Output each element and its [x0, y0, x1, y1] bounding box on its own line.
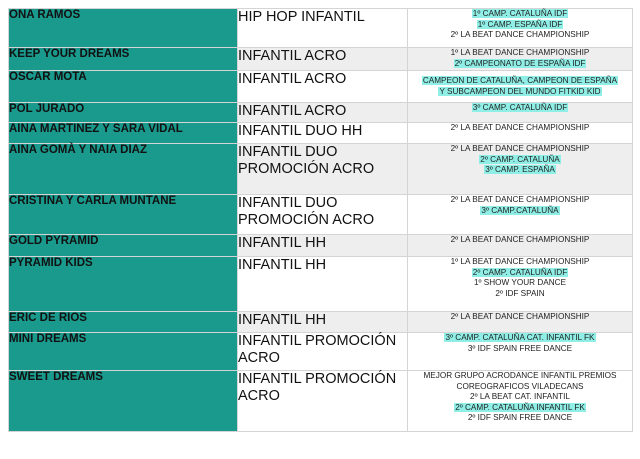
- results-table-container: [8, 8, 632, 432]
- awards-cell: [408, 195, 633, 235]
- table-row: [9, 195, 633, 235]
- category-cell: INFANTIL ACRO: [238, 103, 408, 123]
- award-line: [408, 123, 632, 134]
- category-cell: INFANTIL PROMOCIÓN ACRO: [238, 333, 408, 371]
- highlighted-award-line: [408, 268, 632, 279]
- results-table-body: [9, 9, 633, 432]
- award-text: 1º CAMP. ESPAÑA IDF: [477, 19, 563, 29]
- awards-cell: [408, 371, 633, 432]
- award-text: 1º CAMP. CATALUÑA IDF: [472, 9, 568, 18]
- table-row: [9, 123, 633, 144]
- highlighted-award-line: [408, 20, 632, 31]
- award-text: 2º LA BEAT DANCE CHAMPIONSHIP: [450, 144, 590, 153]
- highlighted-award-line: [408, 59, 632, 70]
- award-text: 2º LA BEAT DANCE CHAMPIONSHIP: [450, 235, 590, 244]
- highlighted-award-line: [408, 333, 632, 344]
- award-text: 3º CAMP.CATALUÑA: [481, 205, 559, 215]
- dancer-name-cell: AINA MARTINEZ Y SARA VIDAL: [9, 123, 238, 144]
- dancer-name-cell: GOLD PYRAMID: [9, 235, 238, 257]
- awards-cell: [408, 123, 633, 144]
- award-text: MEJOR GRUPO ACRODANCE INFANTIL PREMIOS: [423, 371, 617, 380]
- highlighted-award-line: [408, 155, 632, 166]
- award-line: [408, 392, 632, 403]
- award-text: 2º CAMP. CATALUÑA IDF: [472, 267, 568, 277]
- dancer-name-cell: ERIC DE RIOS: [9, 312, 238, 333]
- category-cell: INFANTIL HH: [238, 312, 408, 333]
- table-row: [9, 144, 633, 195]
- table-row: [9, 312, 633, 333]
- award-text: 2º LA BEAT DANCE CHAMPIONSHIP: [450, 312, 590, 321]
- awards-cell: [408, 9, 633, 48]
- awards-cell: [408, 312, 633, 333]
- dancer-name-cell: ONA RAMOS: [9, 9, 238, 48]
- award-line: [408, 235, 632, 246]
- table-row: [9, 235, 633, 257]
- dancer-name-cell: POL JURADO: [9, 103, 238, 123]
- highlighted-award-line: [408, 87, 632, 98]
- award-text: 2º LA BEAT DANCE CHAMPIONSHIP: [450, 195, 590, 204]
- award-text: 2º CAMPEONATO DE ESPAÑA IDF: [454, 58, 586, 68]
- awards-cell: [408, 144, 633, 195]
- dancer-name-cell: SWEET DREAMS: [9, 371, 238, 432]
- award-text: 2º IDF SPAIN FREE DANCE: [467, 413, 573, 422]
- award-text: 1º LA BEAT DANCE CHAMPIONSHIP: [450, 257, 590, 266]
- dancer-name-cell: CRISTINA Y CARLA MUNTANE: [9, 195, 238, 235]
- dancer-name-cell: MINI DREAMS: [9, 333, 238, 371]
- table-row: [9, 371, 633, 432]
- table-row: [9, 103, 633, 123]
- award-line: [408, 312, 632, 323]
- award-line: [408, 413, 632, 424]
- category-cell: INFANTIL DUO PROMOCIÓN ACRO: [238, 195, 408, 235]
- awards-cell: [408, 103, 633, 123]
- dancer-name-cell: AINA GOMÀ Y NAIA DIAZ: [9, 144, 238, 195]
- award-line: [408, 344, 632, 355]
- award-text: 2º CAMP. CATALUÑA: [480, 154, 560, 164]
- award-line: [408, 195, 632, 206]
- table-row: [9, 71, 633, 103]
- award-line: [408, 382, 632, 393]
- award-text: 2º IDF SPAIN: [495, 288, 545, 298]
- award-text: 3º IDF SPAIN FREE DANCE: [467, 343, 573, 353]
- award-text: 3º CAMP. CATALUÑA IDF: [472, 103, 568, 112]
- highlighted-award-line: [408, 206, 632, 217]
- awards-cell: [408, 48, 633, 71]
- highlighted-award-line: [408, 76, 632, 87]
- award-text: 2º LA BEAT CAT. INFANTIL: [470, 392, 570, 401]
- highlighted-award-line: [408, 403, 632, 414]
- award-text: 2º CAMP. CATALUÑA INFANTIL FK: [455, 402, 585, 412]
- award-line: [408, 48, 632, 59]
- award-text: 3º CAMP. CATALUÑA CAT. INFANTIL FK: [445, 333, 595, 342]
- table-row: [9, 48, 633, 71]
- table-row: [9, 9, 633, 48]
- award-line: [408, 257, 632, 268]
- award-text: 1º LA BEAT DANCE CHAMPIONSHIP: [450, 48, 590, 57]
- dancer-name-cell: OSCAR MOTA: [9, 71, 238, 103]
- category-cell: HIP HOP INFANTIL: [238, 9, 408, 48]
- award-text: 2º LA BEAT DANCE CHAMPIONSHIP: [450, 30, 590, 39]
- category-cell: INFANTIL DUO HH: [238, 123, 408, 144]
- awards-cell: [408, 235, 633, 257]
- highlighted-award-line: [408, 103, 632, 114]
- award-line: [408, 289, 632, 300]
- results-table: [8, 8, 633, 432]
- table-row: [9, 257, 633, 312]
- award-text: 3º CAMP. ESPAÑA: [485, 165, 555, 174]
- award-line: [408, 30, 632, 41]
- highlighted-award-line: [408, 165, 632, 176]
- award-text: 2º LA BEAT DANCE CHAMPIONSHIP: [450, 123, 590, 132]
- awards-cell: [408, 257, 633, 312]
- category-cell: INFANTIL PROMOCIÓN ACRO: [238, 371, 408, 432]
- table-row: [9, 333, 633, 371]
- award-text: 1º SHOW YOUR DANCE: [473, 278, 566, 287]
- award-text: CAMPEON DE CATALUÑA, CAMPEON DE ESPAÑA: [422, 76, 618, 85]
- award-text: COREOGRAFICOS VILADECANS: [456, 381, 584, 391]
- awards-cell: [408, 333, 633, 371]
- dancer-name-cell: PYRAMID KIDS: [9, 257, 238, 312]
- dancer-name-cell: KEEP YOUR DREAMS: [9, 48, 238, 71]
- category-cell: INFANTIL ACRO: [238, 71, 408, 103]
- highlighted-award-line: [408, 9, 632, 20]
- category-cell: INFANTIL HH: [238, 257, 408, 312]
- category-cell: INFANTIL DUO PROMOCIÓN ACRO: [238, 144, 408, 195]
- category-cell: INFANTIL HH: [238, 235, 408, 257]
- award-line: [408, 144, 632, 155]
- award-line: [408, 278, 632, 289]
- award-text: Y SUBCAMPEON DEL MUNDO FITKID KID: [439, 86, 601, 96]
- awards-cell: [408, 71, 633, 103]
- award-line: [408, 371, 632, 382]
- category-cell: INFANTIL ACRO: [238, 48, 408, 71]
